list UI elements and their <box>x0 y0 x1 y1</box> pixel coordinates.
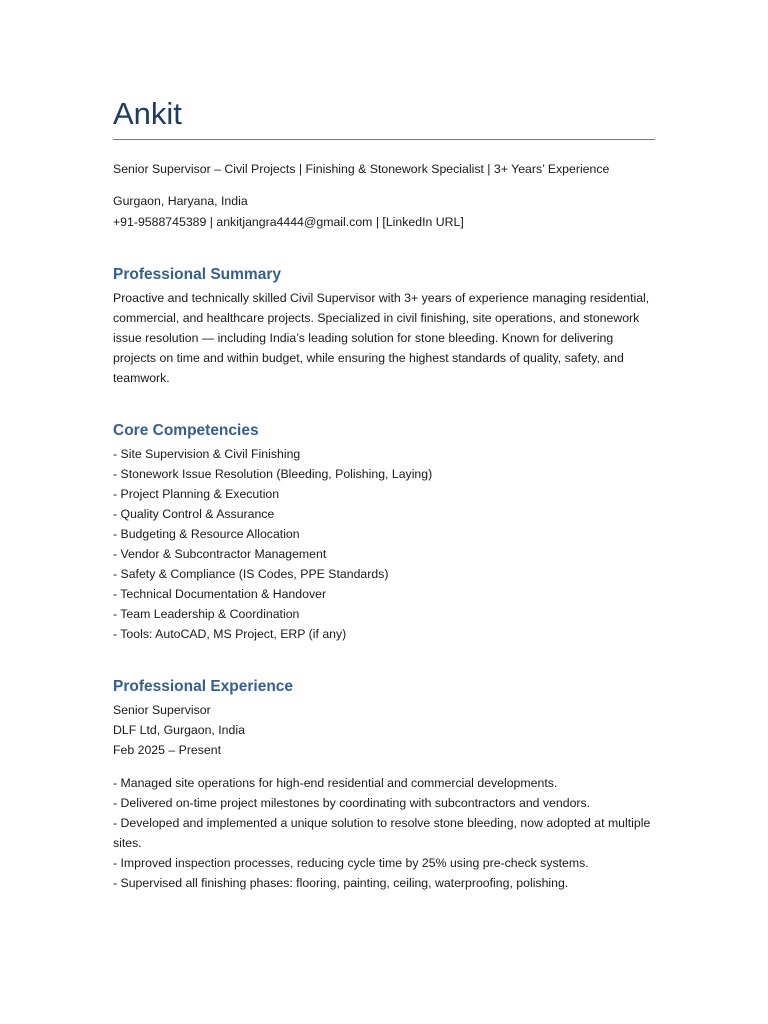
list-item: - Quality Control & Assurance <box>113 507 275 521</box>
competencies-list <box>113 444 655 644</box>
title-divider <box>113 139 655 140</box>
list-item: - Managed site operations for high-end residential and commercial developments. <box>113 776 558 790</box>
job-role: Senior Supervisor <box>113 703 211 717</box>
experience-heading: Professional Experience <box>113 678 294 695</box>
list-item: - Developed and implemented a unique solution to resolve stone bleeding, now adopted at multiple sites. <box>113 816 651 850</box>
list-item: - Tools: AutoCAD, MS Project, ERP (if any) <box>113 627 347 641</box>
job-company: DLF Ltd, Gurgaon, India <box>113 723 245 737</box>
list-item: - Technical Documentation & Handover <box>113 587 327 601</box>
candidate-name: Ankit <box>113 96 182 131</box>
experience-bullets <box>113 773 655 893</box>
list-item: - Site Supervision & Civil Finishing <box>113 447 301 461</box>
list-item: - Supervised all finishing phases: flooring, painting, ceiling, waterproofing, polishing. <box>113 876 569 890</box>
tagline: Senior Supervisor – Civil Projects | Finishing & Stonework Specialist | 3+ Years’ Experience <box>113 162 610 176</box>
competencies-heading: Core Competencies <box>113 422 259 439</box>
list-item: - Vendor & Subcontractor Management <box>113 547 327 561</box>
summary-heading: Professional Summary <box>113 266 281 283</box>
list-item: - Budgeting & Resource Allocation <box>113 527 300 541</box>
contact-info: +91-9588745389 | ankitjangra4444@gmail.com | [LinkedIn URL] <box>113 215 464 229</box>
list-item: - Delivered on-time project milestones by coordinating with subcontractors and vendors. <box>113 796 591 810</box>
list-item: - Team Leadership & Coordination <box>113 607 300 621</box>
summary-text: Proactive and technically skilled Civil Supervisor with 3+ years of experience managing residential, commercial, and healthcare projects. Specialized in civil finishing, site operations, and stonework issue resolution — including India’s leading solution for stone bleeding. Known for delivering projects on time and within budget, while ensuring the highest standards of quality, safety, and teamwork. <box>113 291 650 385</box>
list-item: - Improved inspection processes, reducing cycle time by 25% using pre-check systems. <box>113 856 589 870</box>
list-item: - Project Planning & Execution <box>113 487 280 501</box>
list-item: - Safety & Compliance (IS Codes, PPE Standards) <box>113 567 389 581</box>
location: Gurgaon, Haryana, India <box>113 194 248 208</box>
list-item: - Stonework Issue Resolution (Bleeding, Polishing, Laying) <box>113 467 433 481</box>
job-dates: Feb 2025 – Present <box>113 743 222 757</box>
